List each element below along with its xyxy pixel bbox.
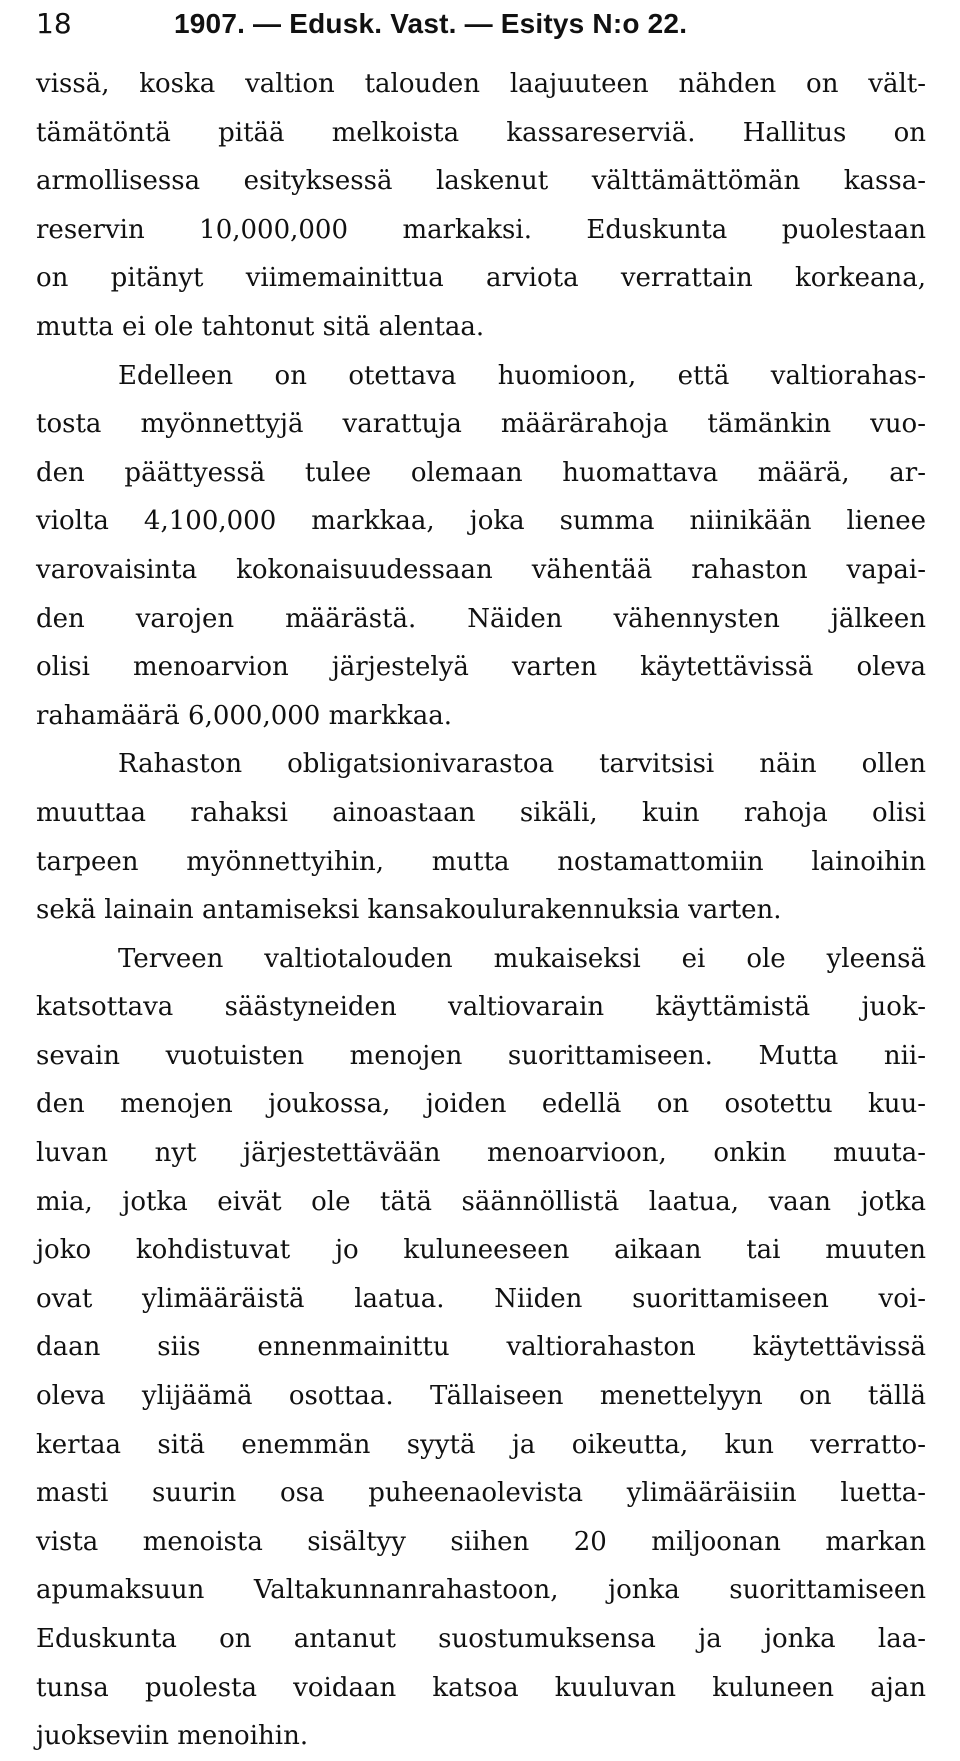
page-number: 18: [36, 7, 72, 40]
text-line: daan siis ennenmainittu valtiorahaston käytettävissä: [36, 1332, 926, 1363]
text-line: juokseviin menoihin.: [36, 1721, 309, 1752]
text-line: mutta ei ole tahtonut sitä alentaa.: [36, 311, 485, 342]
text-line: sevain vuotuisten menojen suorittamiseen. Mutta nii-: [36, 1040, 926, 1071]
text-line: ovat ylimääräistä laatua. Niiden suorittamiseen voi-: [36, 1283, 926, 1314]
text-line: Edelleen on otettava huomioon, että valtiorahas-: [118, 360, 926, 391]
text-line: kertaa sitä enemmän syytä ja oikeutta, kun verratto-: [36, 1429, 926, 1460]
text-line: oleva ylijäämä osottaa. Tällaiseen menettelyyn on tällä: [36, 1381, 926, 1412]
text-line: apumaksuun Valtakunnanrahastoon, jonka suorittamiseen: [36, 1575, 926, 1606]
text-line: olisi menoarvion järjestelyä varten käytettävissä oleva: [36, 652, 926, 683]
text-line: luvan nyt järjestettävään menoarvioon, onkin muuta-: [36, 1138, 926, 1169]
text-line: reservin 10,000,000 markaksi. Eduskunta puolestaan: [36, 214, 926, 245]
text-line: on pitänyt viimemainittua arviota verrattain korkeana,: [36, 263, 926, 294]
text-line: den varojen määrästä. Näiden vähennysten jälkeen: [36, 603, 926, 634]
text-line: tunsa puolesta voidaan katsoa kuuluvan kuluneen ajan: [36, 1672, 926, 1703]
text-line: Terveen valtiotalouden mukaiseksi ei ole yleensä: [118, 943, 926, 974]
text-line: rahamäärä 6,000,000 markkaa.: [36, 700, 452, 731]
text-line: Rahaston obligatsionivarastoa tarvitsisi näin ollen: [118, 749, 926, 780]
text-line: varovaisinta kokonaisuudessaan vähentää rahaston vapai-: [36, 554, 926, 585]
text-line: den päättyessä tulee olemaan huomattava määrä, ar-: [36, 457, 926, 488]
text-line: vissä, koska valtion talouden laajuuteen nähden on vält-: [36, 69, 926, 99]
text-line: violta 4,100,000 markkaa, joka summa niinikään lienee: [36, 506, 926, 537]
text-line: mia, jotka eivät ole tätä säännöllistä laatua, vaan jotka: [36, 1186, 926, 1217]
text-line: den menojen joukossa, joiden edellä on osotettu kuu-: [36, 1089, 926, 1120]
text-line: vista menoista sisältyy siihen 20 miljoonan markan: [36, 1526, 926, 1557]
text-line: tämätöntä pitää melkoista kassareserviä. Hallitus on: [36, 117, 926, 148]
text-line: masti suurin osa puheenaolevista ylimääräisiin luetta-: [36, 1478, 926, 1509]
text-line: katsottava säästyneiden valtiovarain käyttämistä juok-: [36, 992, 926, 1023]
body-text: [36, 60, 926, 1761]
running-header: [36, 4, 936, 44]
text-line: armollisessa esityksessä laskenut välttämättömän kassa-: [36, 166, 926, 197]
text-line: Eduskunta on antanut suostumuksensa ja jonka laa-: [36, 1624, 926, 1654]
text-line: muuttaa rahaksi ainoastaan sikäli, kuin rahoja olisi: [36, 797, 926, 828]
header-title: 1907. — Edusk. Vast. — Esitys N:o 22.: [174, 8, 688, 39]
text-line: tosta myönnettyjä varattuja määrärahoja tämänkin vuo-: [36, 409, 926, 440]
text-line: sekä lainain antamiseksi kansakoulurakennuksia varten.: [36, 895, 782, 926]
text-line: joko kohdistuvat jo kuluneeseen aikaan tai muuten: [36, 1235, 926, 1266]
text-line: tarpeen myönnettyihin, mutta nostamattomiin lainoihin: [36, 846, 926, 877]
